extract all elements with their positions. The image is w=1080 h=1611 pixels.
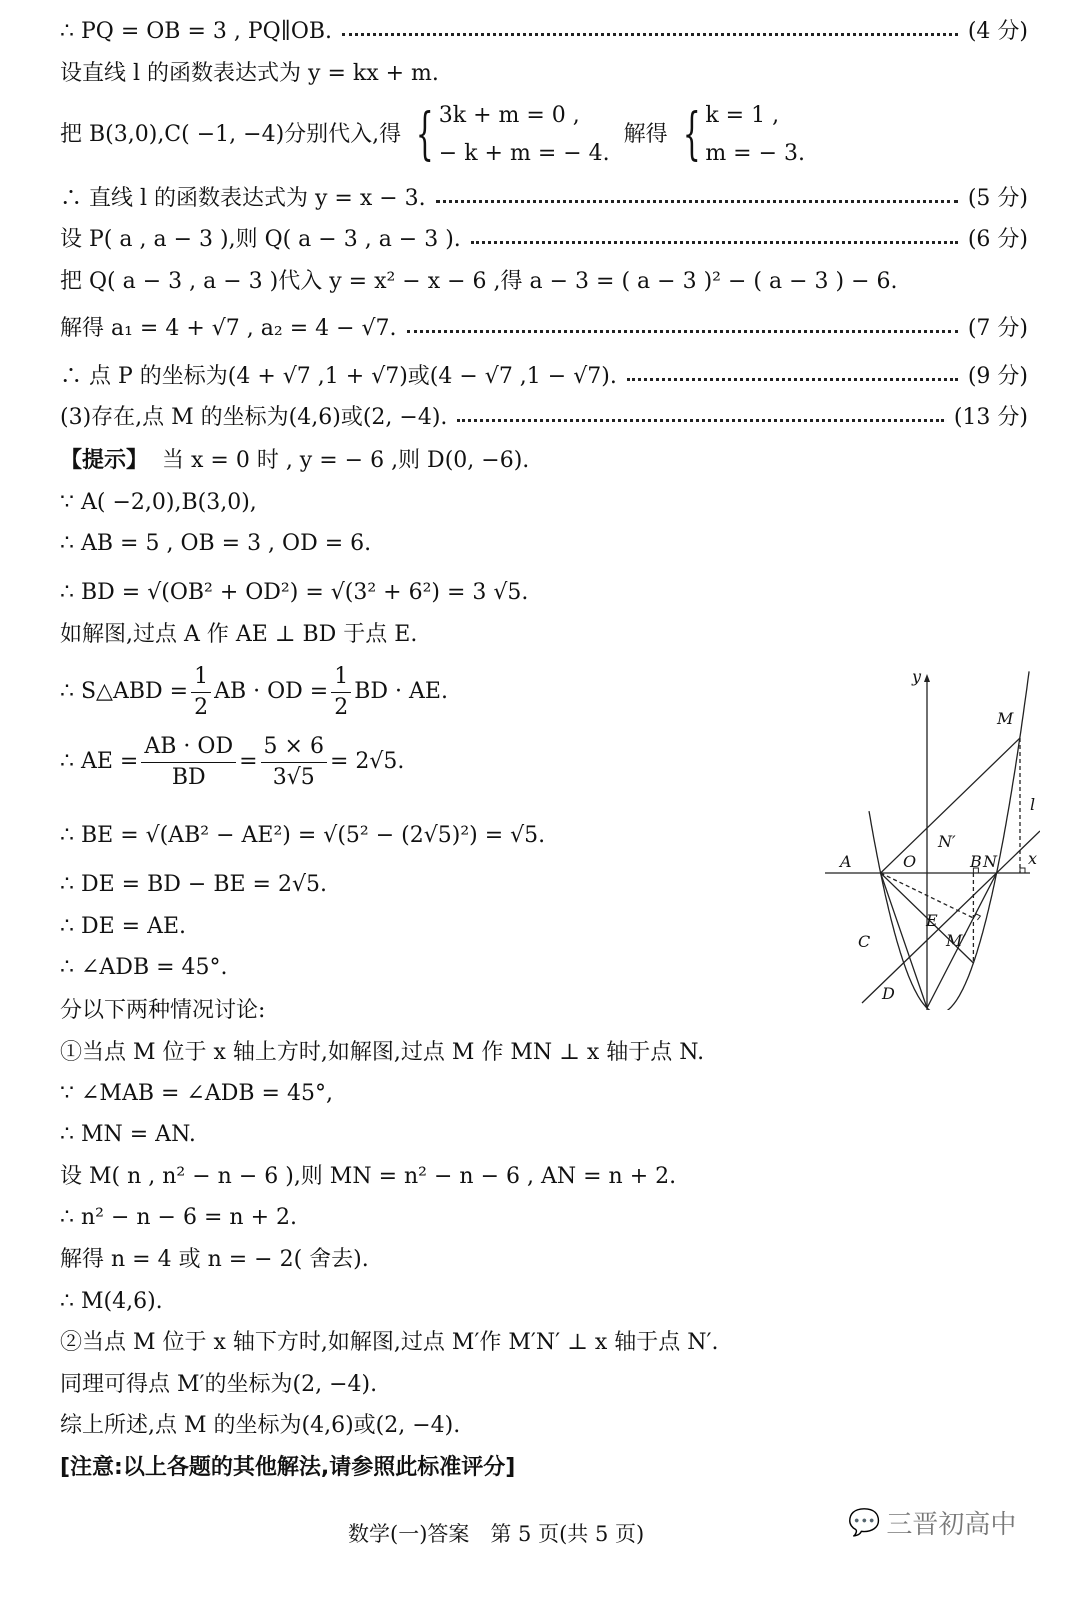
line [60, 1162, 1028, 1192]
line-text: 设 P( a , a − 3 ),则 Q( a − 3 , a − 3 ). [60, 227, 461, 252]
label-o: O [903, 852, 917, 871]
eq: m = − 3. [705, 141, 806, 166]
dot-leader [342, 33, 958, 36]
line-text: ∴ DE = AE. [60, 914, 187, 939]
line [60, 1245, 1028, 1275]
page-footer: 数学(一)答案 第 5 页(共 5 页) [348, 1522, 645, 1546]
denominator: 3√5 [272, 764, 315, 790]
line-text: ∴ S△ABD = [60, 679, 189, 704]
denominator: 2 [194, 694, 209, 720]
eq: 3k + m = 0 , [438, 103, 580, 128]
line-text: ∴ 直线 l 的函数表达式为 y = x − 3. [60, 186, 426, 211]
dot-leader [436, 200, 958, 203]
numerator: 5 × 6 [261, 732, 327, 763]
line [60, 1328, 1028, 1358]
line [60, 1203, 1028, 1233]
line-text: 解得 a₁ = 4 + √7 , a₂ = 4 − √7. [60, 316, 397, 341]
line-text: = 2√5. [329, 749, 405, 774]
line-text: (3)存在,点 M 的坐标为(4,6)或(2, −4). [60, 405, 448, 430]
fraction [141, 732, 236, 793]
line-text: ∴ n² − n − 6 = n + 2. [60, 1205, 297, 1230]
line-set-function [60, 59, 1028, 89]
watermark-text: 三晋初高中 [886, 1510, 1017, 1540]
line [60, 529, 1028, 559]
line-text: ①当点 M 位于 x 轴上方时,如解图,过点 M 作 MN ⊥ x 轴于点 N. [60, 1040, 705, 1065]
line-system [60, 102, 1028, 167]
label-n-prime: N′ [938, 832, 956, 851]
wechat-icon: 💬 [848, 1507, 881, 1538]
equation-system [674, 97, 805, 173]
line [60, 620, 1028, 650]
score: (7 分) [967, 316, 1028, 341]
line-text: 设直线 l 的函数表达式为 y = kx + m. [60, 61, 439, 86]
line-text: 设 M( n , n² − n − 6 ),则 MN = n² − n − 6 , AN = n + 2. [60, 1164, 677, 1189]
line-l-expression [60, 184, 1028, 214]
line-text: ∴ ∠ADB = 45°. [60, 955, 228, 980]
brace-icon: { [682, 102, 701, 167]
dot-leader [471, 241, 958, 244]
fraction [191, 662, 211, 723]
line [60, 1411, 1028, 1441]
dot-leader [457, 419, 943, 422]
label-b: B [970, 852, 982, 871]
numerator: AB · OD [141, 732, 236, 763]
line-p-coords [60, 362, 1028, 392]
line-l [862, 831, 1040, 1003]
line-text: BD · AE. [354, 679, 448, 704]
line-text: 如解图,过点 A 作 AE ⊥ BD 于点 E. [60, 622, 418, 647]
line-text: 解得 n = 4 或 n = − 2( 舍去). [60, 1247, 369, 1272]
line-text: ∴ 点 P 的坐标为(4 + √7 ,1 + √7)或(4 − √7 ,1 − √7). [60, 364, 617, 389]
line-text: 当 x = 0 时 , y = − 6 ,则 D(0, −6). [162, 448, 530, 473]
label-e: E [926, 911, 938, 930]
right-angle-marks [973, 868, 1025, 920]
fraction [261, 732, 327, 793]
label-m: M [997, 709, 1014, 728]
line-text: ∴ MN = AN. [60, 1122, 196, 1147]
line-set-p [60, 225, 1028, 255]
line-substitute-q [60, 267, 1028, 297]
label-l: l [1030, 795, 1036, 814]
label-c: C [858, 932, 871, 951]
line-text: ②当点 M 位于 x 轴下方时,如解图,过点 M′作 M′N′ ⊥ x 轴于点 N′. [60, 1330, 719, 1355]
line-text: ∴ BD = √(OB² + OD²) = √(3² + 6²) = 3 √5. [60, 580, 529, 605]
numerator: 1 [191, 662, 211, 693]
line [60, 578, 1028, 608]
denominator: BD [171, 764, 206, 790]
label-n: N [983, 852, 997, 871]
fraction [331, 662, 351, 723]
line-text: 同理可得点 M′的坐标为(2, −4). [60, 1372, 378, 1397]
label-m-prime: M′ [946, 931, 967, 950]
line-text: = [239, 749, 258, 774]
line-text: 把 B(3,0),C( −1, −4)分别代入,得 [60, 122, 402, 147]
line-text: 解得 [623, 122, 668, 147]
score: (5 分) [967, 186, 1028, 211]
eq: k = 1 , [705, 103, 780, 128]
line-text: AB · OD = [214, 679, 329, 704]
numerator: 1 [331, 662, 351, 693]
line [60, 1079, 1028, 1109]
dot-leader [407, 330, 958, 333]
line-text: 分以下两种情况讨论: [60, 998, 266, 1023]
line-text: ∵ ∠MAB = ∠ADB = 45°, [60, 1081, 333, 1106]
dot-leader [627, 378, 958, 381]
line [60, 1120, 1028, 1150]
solution-figure [820, 660, 1040, 1010]
line [60, 1370, 1028, 1400]
line-solve-a [60, 314, 1028, 344]
score: (6 分) [967, 227, 1028, 252]
line-text: ∴ PQ = OB = 3 , PQ∥OB. [60, 19, 333, 44]
line [60, 1038, 1028, 1068]
label-y: y [912, 667, 922, 686]
score: (9 分) [967, 364, 1028, 389]
line [60, 488, 1028, 518]
label-a: A [840, 852, 852, 871]
y-arrow-icon [924, 674, 930, 682]
denominator: 2 [334, 694, 349, 720]
line-hint [60, 446, 1028, 476]
brace-icon: { [416, 102, 434, 167]
line [60, 1287, 1028, 1317]
note-line [60, 1453, 1028, 1483]
label-d: D [882, 984, 895, 1003]
line-text: 综上所述,点 M 的坐标为(4,6)或(2, −4). [60, 1413, 461, 1438]
watermark [848, 1504, 1016, 1541]
line-text: ∴ BE = √(AB² − AE²) = √(5² − (2√5)²) = √5. [60, 823, 546, 848]
line-text: ∴ AE = [60, 749, 139, 774]
line-text: 把 Q( a − 3 , a − 3 )代入 y = x² − x − 6 ,得 a − 3 = ( a − 3 )² − ( a − 3 ) − 6. [60, 269, 898, 294]
label-x: x [1028, 849, 1038, 868]
score: (13 分) [953, 405, 1028, 430]
equation-system [407, 97, 610, 173]
line-text: ∴ M(4,6). [60, 1289, 163, 1314]
eq: − k + m = − 4. [438, 141, 610, 166]
line-am [881, 738, 1020, 873]
line-pq-ob [60, 17, 1028, 47]
line-part3 [60, 403, 1028, 433]
note-text: [注意:以上各题的其他解法,请参照此标准评分] [60, 1455, 516, 1480]
score: (4 分) [967, 19, 1028, 44]
hint-label: 【提示】 [60, 448, 149, 473]
line-text: ∴ AB = 5 , OB = 3 , OD = 6. [60, 531, 372, 556]
line-text: ∵ A( −2,0),B(3,0), [60, 490, 257, 515]
line-text: ∴ DE = BD − BE = 2√5. [60, 872, 327, 897]
